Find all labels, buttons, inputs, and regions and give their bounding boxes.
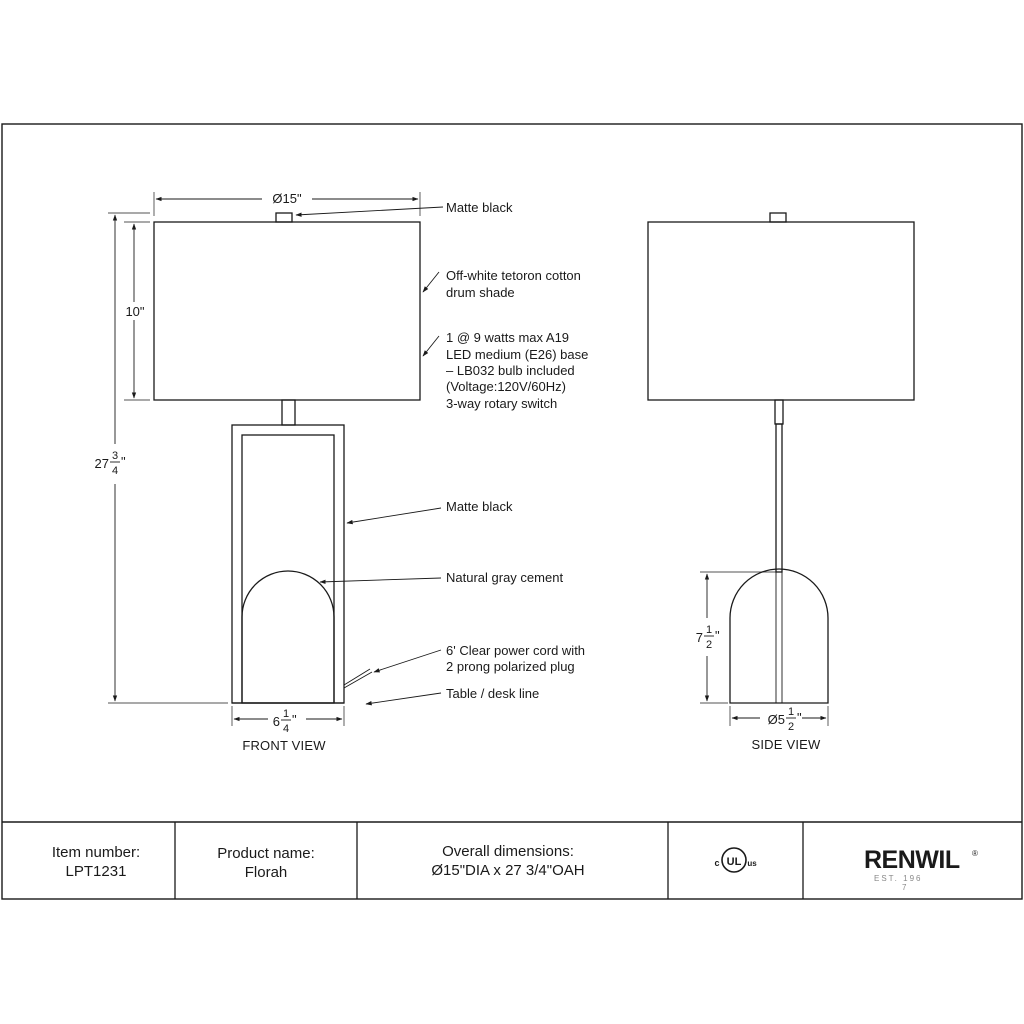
front-shade — [154, 222, 420, 400]
svg-text:4: 4 — [111, 465, 119, 477]
side-socket — [775, 400, 783, 424]
front-frame-outer — [232, 425, 344, 703]
svg-text:6: 6 — [272, 714, 280, 729]
svg-text:RENWIL: RENWIL — [864, 846, 960, 874]
svg-text:2: 2 — [705, 639, 713, 651]
svg-text:": " — [715, 628, 720, 643]
svg-text:": " — [292, 712, 297, 727]
overall-dimensions-label: Overall dimensions: — [442, 843, 574, 860]
svg-text:2: 2 — [787, 721, 795, 733]
renwil-logo — [864, 846, 978, 892]
svg-text:27: 27 — [94, 456, 109, 471]
svg-text:7: 7 — [695, 630, 703, 645]
callout-bulb-line-5: 3-way rotary switch — [446, 396, 558, 411]
callout-table-line: Table / desk line — [446, 686, 540, 701]
callout-cord-line-2: 2 prong polarized plug — [446, 659, 575, 674]
svg-text:1: 1 — [787, 706, 795, 718]
product-name-value: Florah — [244, 864, 288, 881]
svg-text:": " — [121, 454, 126, 469]
svg-text:1: 1 — [705, 624, 713, 636]
svg-text:1: 1 — [282, 708, 290, 720]
callout-bulb-line-1: 1 @ 9 watts max A19 — [446, 330, 570, 345]
overall-dimensions-value: Ø15"DIA x 27 3/4"OAH — [431, 862, 585, 879]
callout-shade-line-1: Off-white tetoron cotton — [446, 268, 581, 283]
front-view-title: FRONT VIEW — [242, 738, 326, 753]
svg-text:4: 4 — [282, 723, 290, 735]
front-cement-dome — [242, 571, 334, 703]
svg-text:c: c — [714, 858, 720, 868]
svg-text:us: us — [747, 859, 757, 868]
item-number-value: LPT1231 — [65, 863, 127, 880]
title-block — [52, 822, 978, 899]
svg-text:3: 3 — [111, 450, 119, 462]
svg-text:Ø5: Ø5 — [767, 712, 785, 727]
front-view — [95, 188, 420, 753]
side-view — [648, 213, 914, 752]
product-name-label: Product name: — [217, 845, 315, 862]
front-power-cord — [344, 672, 372, 688]
svg-text:UL: UL — [726, 856, 742, 868]
svg-text:EST. 196: EST. 196 — [874, 874, 923, 883]
callout-bulb-line-4: (Voltage:120V/60Hz) — [446, 379, 566, 394]
svg-text:®: ® — [972, 849, 978, 858]
callout-bulb-line-2: LED medium (E26) base — [446, 347, 589, 362]
svg-text:7: 7 — [902, 883, 909, 892]
dim-shade-height: 10" — [125, 304, 145, 319]
dim-shade-width: Ø15" — [272, 191, 302, 206]
callout-shade-line-2: drum shade — [446, 285, 515, 300]
side-cement-dome — [730, 569, 828, 703]
callouts — [296, 200, 588, 704]
callout-frame: Matte black — [446, 499, 513, 514]
callout-finial: Matte black — [446, 200, 513, 215]
side-shade — [648, 222, 914, 400]
culus-certification-icon — [714, 848, 757, 872]
front-neck — [282, 400, 295, 425]
side-stem — [776, 424, 782, 572]
callout-bulb-line-3: – LB032 bulb included — [446, 363, 575, 378]
callout-cement: Natural gray cement — [446, 570, 564, 585]
front-finial — [276, 213, 292, 222]
item-number-label: Item number: — [51, 844, 141, 861]
callout-cord-line-1: 6' Clear power cord with — [446, 643, 586, 658]
side-finial — [770, 213, 786, 222]
side-stem-lower — [776, 572, 782, 703]
svg-text:": " — [797, 710, 802, 725]
side-view-title: SIDE VIEW — [751, 737, 821, 752]
front-frame-inner — [242, 435, 334, 703]
